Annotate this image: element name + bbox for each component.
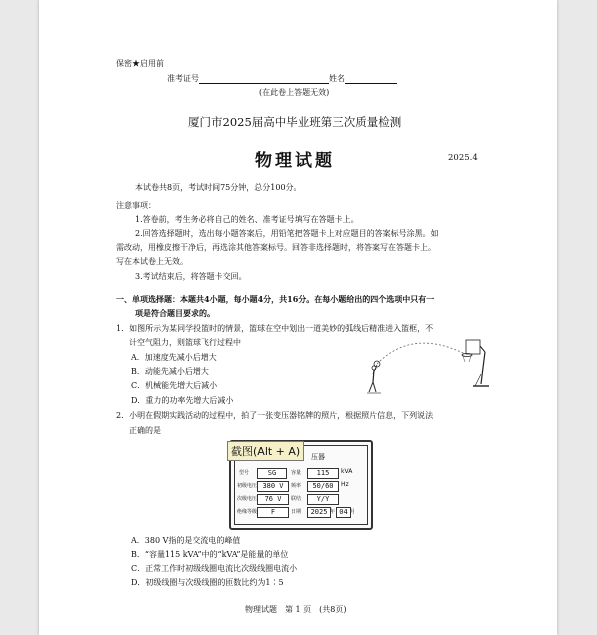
nameplate-title-suffix: 压器 — [311, 453, 325, 461]
capacity-label: 容量 — [291, 470, 302, 476]
q2-option-a: A．380 V指的是交流电的峰值 — [131, 536, 241, 545]
month-unit: 月 — [350, 509, 356, 515]
ticket-label: 准考证号 — [167, 74, 199, 83]
q1-stem-line-2: 计空气阻力，则篮球飞行过程中 — [129, 338, 241, 347]
insulation-label: 绝缘等级 — [237, 509, 258, 515]
year-unit: 年 — [330, 509, 336, 515]
frequency-unit: Hz — [341, 481, 349, 488]
frequency-label: 频率 — [291, 483, 302, 489]
q2-stem-line-1: 2．小明在假期实践活动的过程中，拍了一张变压器铭牌的照片，根据照片信息，下列说法 — [116, 411, 434, 420]
secondary-voltage-label: 次级电压 — [237, 496, 258, 502]
q2-option-c: C．正常工作时初级线圈电流比次级线圈电流小 — [131, 564, 298, 573]
capacity-value: 115 — [307, 468, 339, 479]
q1-option-b: B．动能先减小后增大 — [131, 367, 209, 376]
q1-option-a: A．加速度先减小后增大 — [131, 353, 217, 362]
page-footer: 物理试题 第 1 页 (共8页) — [245, 605, 347, 614]
name-label: 姓名 — [329, 74, 345, 83]
connection-value: Y/Y — [307, 494, 339, 505]
confidential-mark: 保密★启用前 — [116, 59, 164, 68]
section1-line-2: 项是符合题目要求的。 — [135, 308, 215, 318]
secondary-voltage-value: 76 V — [257, 494, 289, 505]
q1-stem-line-1: 1．如图所示为某同学投篮时的情景，篮球在空中划出一道美妙的弧线后精准进入篮框，不 — [116, 324, 434, 333]
notice-title: 注意事项： — [116, 201, 156, 210]
date-label: 日期 — [291, 509, 302, 515]
q1-option-c: C．机械能先增大后减小 — [131, 381, 218, 390]
insulation-value: F — [257, 507, 289, 518]
ticket-blank — [199, 74, 329, 84]
connection-label: 联结 — [291, 496, 302, 502]
exam-date: 2025.4 — [448, 153, 478, 163]
model-label: 型号 — [239, 470, 250, 476]
frequency-value: 50/60 — [307, 481, 339, 492]
intro-text: 本试卷共8页，考试时间75分钟，总分100分。 — [135, 183, 302, 192]
notice-item-2-line-1: 2.回答选择题时，选出每小题答案后，用铅笔把答题卡上对应题目的答案标号涂黑。如 — [135, 229, 439, 238]
notice-item-1: 1.答卷前，考生务必将自己的姓名、准考证号填写在答题卡上。 — [135, 215, 359, 224]
notice-item-2-line-3: 写在本试卷上无效。 — [116, 257, 188, 266]
model-value: SG — [257, 468, 287, 479]
exam-title: 厦门市2025届高中毕业班第三次质量检测 — [188, 115, 402, 129]
q1-option-d: D．重力的功率先增大后减小 — [131, 396, 234, 405]
q2-stem-line-2: 正确的是 — [129, 426, 161, 435]
notice-item-3: 3.考试结束后，将答题卡交回。 — [135, 272, 247, 281]
capacity-unit: kVA — [341, 468, 353, 475]
invalid-note: (在此卷上答题无效) — [259, 88, 330, 97]
notice-item-2-line-2: 需改动，用橡皮擦干净后，再选涂其他答案标号。回答非选择题时，将答案写在答题卡上。 — [116, 243, 436, 252]
q2-option-d: D．初级线圈与次级线圈的匝数比约为1∶5 — [131, 578, 284, 587]
section1-line-1: 一、单项选择题：本题共4小题，每小题4分，共16分。在每小题给出的四个选项中只有一 — [116, 294, 435, 304]
screenshot-capture-tooltip: 截图(Alt + A) — [227, 441, 304, 461]
primary-voltage-value: 380 V — [257, 481, 289, 492]
basketball-shot-illustration — [357, 334, 489, 398]
subject-title: 物理试题 — [255, 151, 335, 171]
name-blank — [345, 74, 397, 84]
primary-voltage-label: 初级电压 — [237, 483, 258, 489]
date-year: 2025 — [307, 507, 331, 518]
date-month: 04 — [336, 507, 351, 518]
ticket-row — [167, 73, 397, 84]
q2-option-b: B．“容量115 kVA”中的“kVA”是能量的单位 — [131, 550, 289, 559]
exam-page — [39, 0, 557, 635]
